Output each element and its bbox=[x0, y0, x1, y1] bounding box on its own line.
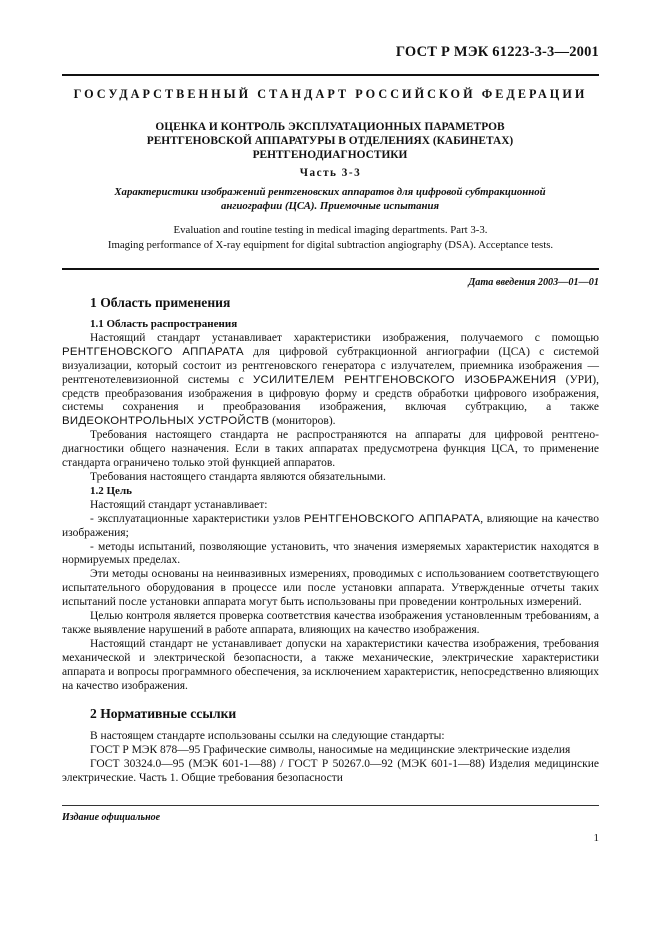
header-rule bbox=[62, 74, 599, 76]
reference-item: ГОСТ 30324.0—95 (МЭК 601-1—88) / ГОСТ Р 50267.0—92 (МЭК 601-1—88) Изделия медицинские электрические. Часть 1. Общие требования безопасности bbox=[62, 758, 599, 785]
title-line-1: ОЦЕНКА И КОНТРОЛЬ ЭКСПЛУАТАЦИОННЫХ ПАРАМЕТРОВ bbox=[155, 121, 505, 133]
document-code: ГОСТ Р МЭК 61223-3-3—2001 bbox=[395, 44, 599, 60]
paragraph: Настоящий стандарт устанавливает: bbox=[90, 498, 268, 511]
paragraph bbox=[62, 332, 599, 429]
paragraph: В настоящем стандарте использованы ссылки на следующие стандарты: bbox=[90, 730, 445, 743]
english-title-line-2: Imaging performance of X-ray equipment for digital subtraction angiography (DSA). Acceptance tests. bbox=[107, 238, 554, 251]
term-xray-apparatus: РЕНТГЕНОВСКОГО АППАРАТА bbox=[303, 512, 481, 525]
subtitle-line-2: ангиографии (ЦСА). Приемочные испытания bbox=[220, 200, 440, 212]
subsection-1-1-heading: 1.1 Область распространения bbox=[90, 318, 238, 330]
main-title bbox=[80, 120, 580, 162]
english-title bbox=[62, 223, 599, 252]
part-label: Часть 3-3 bbox=[299, 167, 362, 179]
subsection-1-2-heading: 1.2 Цель bbox=[90, 484, 132, 497]
list-item bbox=[62, 513, 599, 541]
paragraph: Настоящий стандарт не устанавливает допуски на характеристики качества изображения, требования механической и электрической безопасности, а также механические, электрические характеристики аппарата и вопросы программного обеспечения, за исключением характеристик, непосредственно влияющих на качество изображения. bbox=[62, 637, 599, 692]
term-image-intensifier: УСИЛИТЕЛЕМ РЕНТГЕНОВСКОГО ИЗОБРАЖЕНИЯ bbox=[252, 373, 557, 386]
footer-rule bbox=[62, 805, 599, 806]
text-run: (УРИ), средств преобразования изображения в цифровую форму и средств обработки цифрового изображения, системы сохранения и преобразования изображения, включая субтракцию, а также bbox=[62, 373, 600, 414]
section-1-heading: 1 Область применения bbox=[90, 295, 231, 310]
term-video-monitors: ВИДЕОКОНТРОЛЬНЫХ УСТРОЙСТВ bbox=[62, 415, 270, 428]
body-content bbox=[62, 294, 600, 786]
section-gap bbox=[90, 693, 599, 705]
subtitle-line-1: Характеристики изображений рентгеновских аппаратов для цифровой субтракционной bbox=[114, 186, 546, 198]
list-item: - методы испытаний, позволяющие установить, что значения измеряемых характеристик находятся в нормируемых пределах. bbox=[62, 540, 599, 567]
text-run: - эксплуатационные характеристики узлов bbox=[90, 512, 304, 525]
paragraph: Требования настоящего стандарта являются обязательными. bbox=[90, 470, 386, 483]
text-run: (мониторов). bbox=[269, 415, 336, 428]
english-title-line-1: Evaluation and routine testing in medical imaging departments. Part 3-3. bbox=[173, 224, 488, 236]
edition-label: Издание официальное bbox=[62, 812, 161, 823]
reference-item: ГОСТ Р МЭК 878—95 Графические символы, наносимые на медицинские электрические изделия bbox=[90, 744, 571, 757]
title-line-3: РЕНТГЕНОДИАГНОСТИКИ bbox=[252, 149, 408, 161]
state-standard-title: ГОСУДАРСТВЕННЫЙ СТАНДАРТ РОССИЙСКОЙ ФЕДЕРАЦИИ bbox=[73, 87, 588, 101]
title-line-2: РЕНТГЕНОВСКОЙ АППАРАТУРЫ В ОТДЕЛЕНИЯХ (КАБИНЕТАХ) bbox=[146, 135, 514, 147]
text-run: Настоящий стандарт устанавливает характеристики изображения, получаемого с помощью bbox=[90, 331, 599, 344]
subtitle bbox=[80, 185, 580, 213]
section-2-heading: 2 Нормативные ссылки bbox=[90, 706, 237, 722]
text-run: для цифровой субтракционной ангиографии (ЦСА) с системой визуализации, который состоит из рентгеновского генератора с излучателем, приемника изображения — рентгенотелевизионной системы с bbox=[62, 345, 599, 386]
introduction-date: Дата введения 2003—01—01 bbox=[468, 277, 599, 288]
paragraph: Целью контроля является проверка соответствия качества изображения установленным требованиям, а также выявление нарушений в работе аппарата, влияющих на качество изображения. bbox=[62, 610, 599, 636]
text-run: , влияющие на качество изображения; bbox=[62, 512, 599, 539]
term-xray-apparatus: РЕНТГЕНОВСКОГО АППАРАТА bbox=[62, 345, 244, 358]
paragraph: Эти методы основаны на неинвазивных измерениях, проводимых с использованием соответствующего испытательного оборудования в процессе или после установки аппарата. Утвержденные отчеты таких испытаний после установки аппарата могут быть использованы при проведении контрольных измерений. bbox=[62, 568, 599, 609]
page-number: 1 bbox=[593, 832, 599, 844]
title-rule bbox=[62, 268, 599, 270]
paragraph: Требования настоящего стандарта не распространяются на аппараты для цифровой рентгенодиагностики общего назначения. Если в таких аппаратах предусмотрена функция ЦСА, то применение стандарта ограничено только этой функцией аппаратов. bbox=[62, 429, 599, 470]
